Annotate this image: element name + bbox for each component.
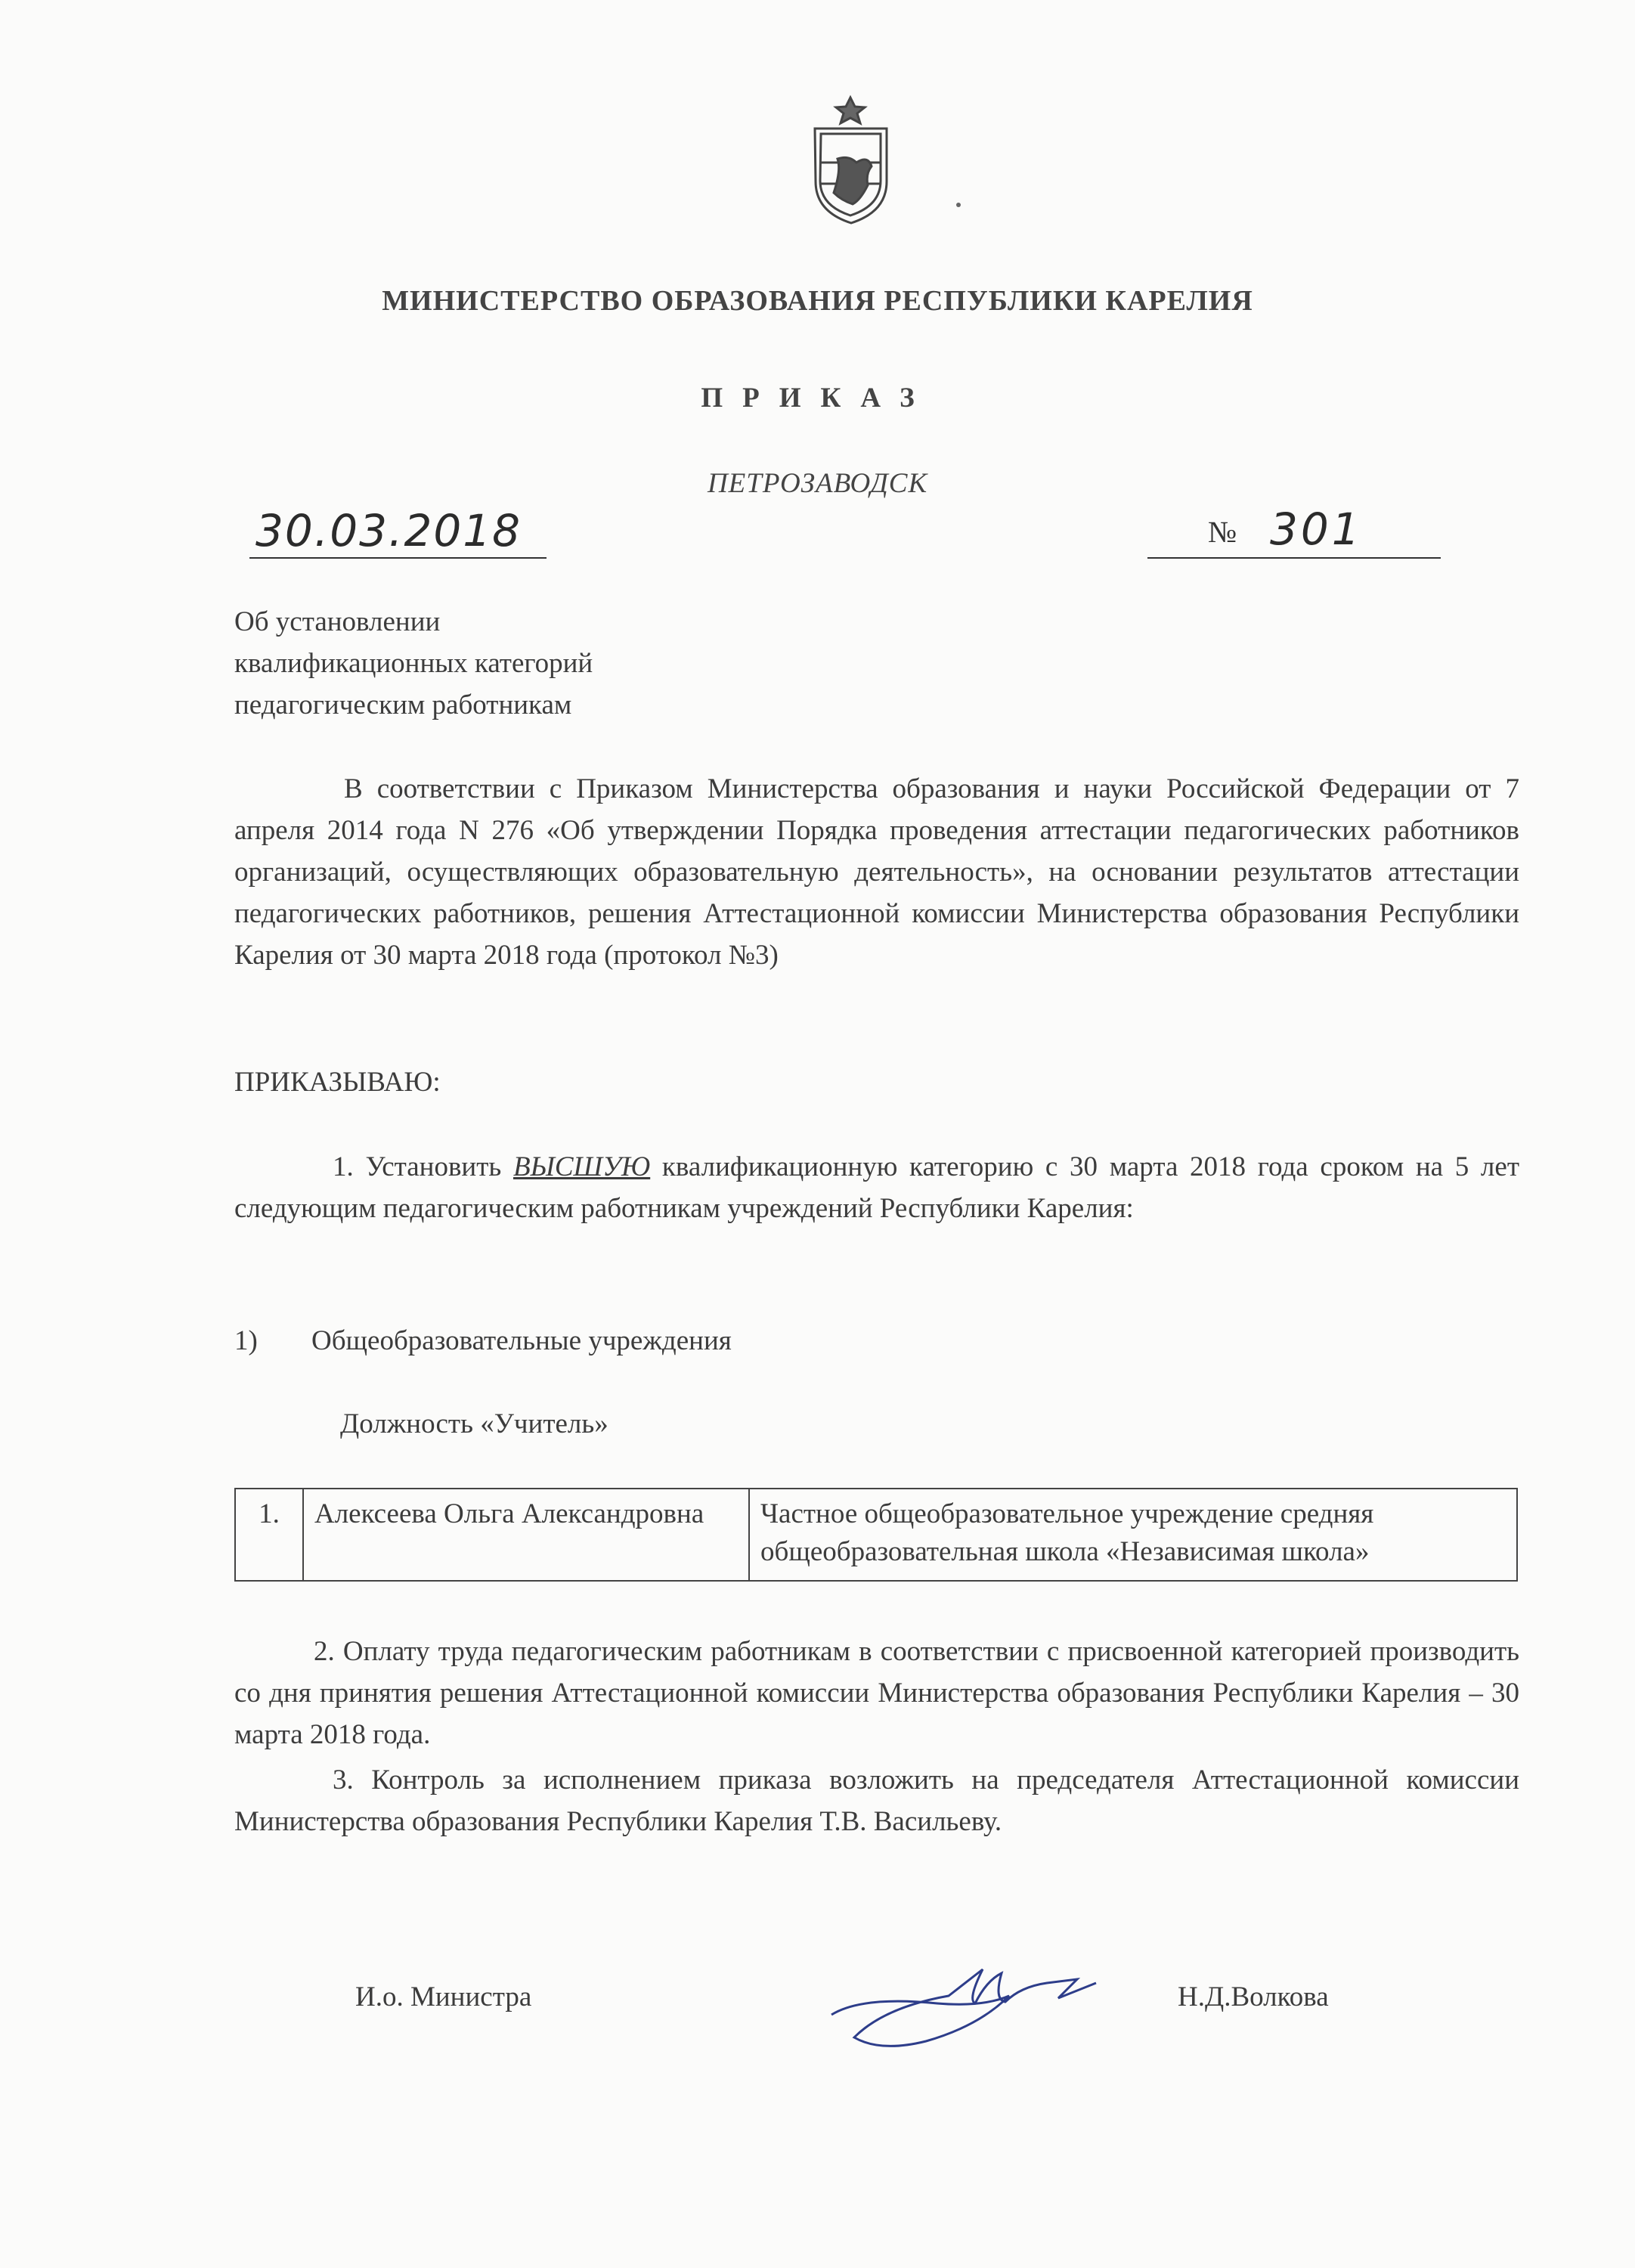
number-underline [1147,557,1441,559]
order-date: 30.03.2018 [255,505,522,556]
subject-line: педагогическим работникам [234,689,572,720]
city: ПЕТРОЗАВОДСК [707,468,928,499]
item-2: 2. Оплату труда педагогическим работникам в соответствии с присвоенной категорией производить со дня принятия решения Аттестационной комиссии Министерства образования Республики Карелия – 30 марта 2018 года. [234,1636,1519,1750]
position-heading: Должность «Учитель» [340,1408,608,1439]
coat-of-arms-icon [800,94,902,227]
table-row [235,1489,1517,1581]
preamble: В соответствии с Приказом Министерства образования и науки Российской Федерации от 7 апреля 2014 года N 276 «Об утверждении Порядка проведения аттестации педагогических работников организаций, осуществляющих образовательную деятельность», на основании результатов аттестации педагогических работников, решения Аттестационной комиссии Министерства образования Республики Карелия от 30 марта 2018 года (протокол №3) [234,773,1519,971]
order-number: 301 [1270,503,1363,555]
order-subject [234,601,593,726]
item-1-suffix: квалификационную категорию с 30 марта 2018 года сроком на 5 лет следующим педагогическим работникам учреждений Республики Карелия: [234,1151,1519,1224]
order-word: ПРИКАЗЫВАЮ: [234,1067,441,1098]
row-number: 1. [235,1489,303,1581]
ministry-name: МИНИСТЕРСТВО ОБРАЗОВАНИЯ РЕСПУБЛИКИ КАРЕЛИЯ [382,285,1253,317]
staff-table [234,1488,1518,1582]
signatory-name: Н.Д.Волкова [1178,1981,1329,2012]
signatory-title: И.о. Министра [355,1981,532,2012]
document-type: ПРИКАЗ [701,383,934,414]
item-1-prefix: 1. Установить [333,1151,513,1182]
category-highlight: ВЫСШУЮ [512,1151,651,1182]
item-1 [234,1146,1519,1229]
organization: Частное общеобразовательное учреждение средняя общеобразовательная школа «Независимая школа» [749,1489,1517,1581]
item-3: 3. Контроль за исполнением приказа возложить на председателя Аттестационной комиссии Министерства образования Республики Карелия Т.В. Васильеву. [234,1765,1519,1837]
institutions-number: 1) [234,1325,258,1356]
subject-line: квалификационных категорий [234,648,593,679]
date-underline [249,557,547,559]
institutions-heading [234,1325,732,1357]
scan-speck [956,203,961,207]
number-sign: № [1208,515,1237,549]
subject-line: Об установлении [234,606,441,637]
employee-name: Алексеева Ольга Александровна [303,1489,749,1581]
handwritten-signature [824,1935,1141,2056]
institutions-label: Общеобразовательные учреждения [311,1325,732,1356]
